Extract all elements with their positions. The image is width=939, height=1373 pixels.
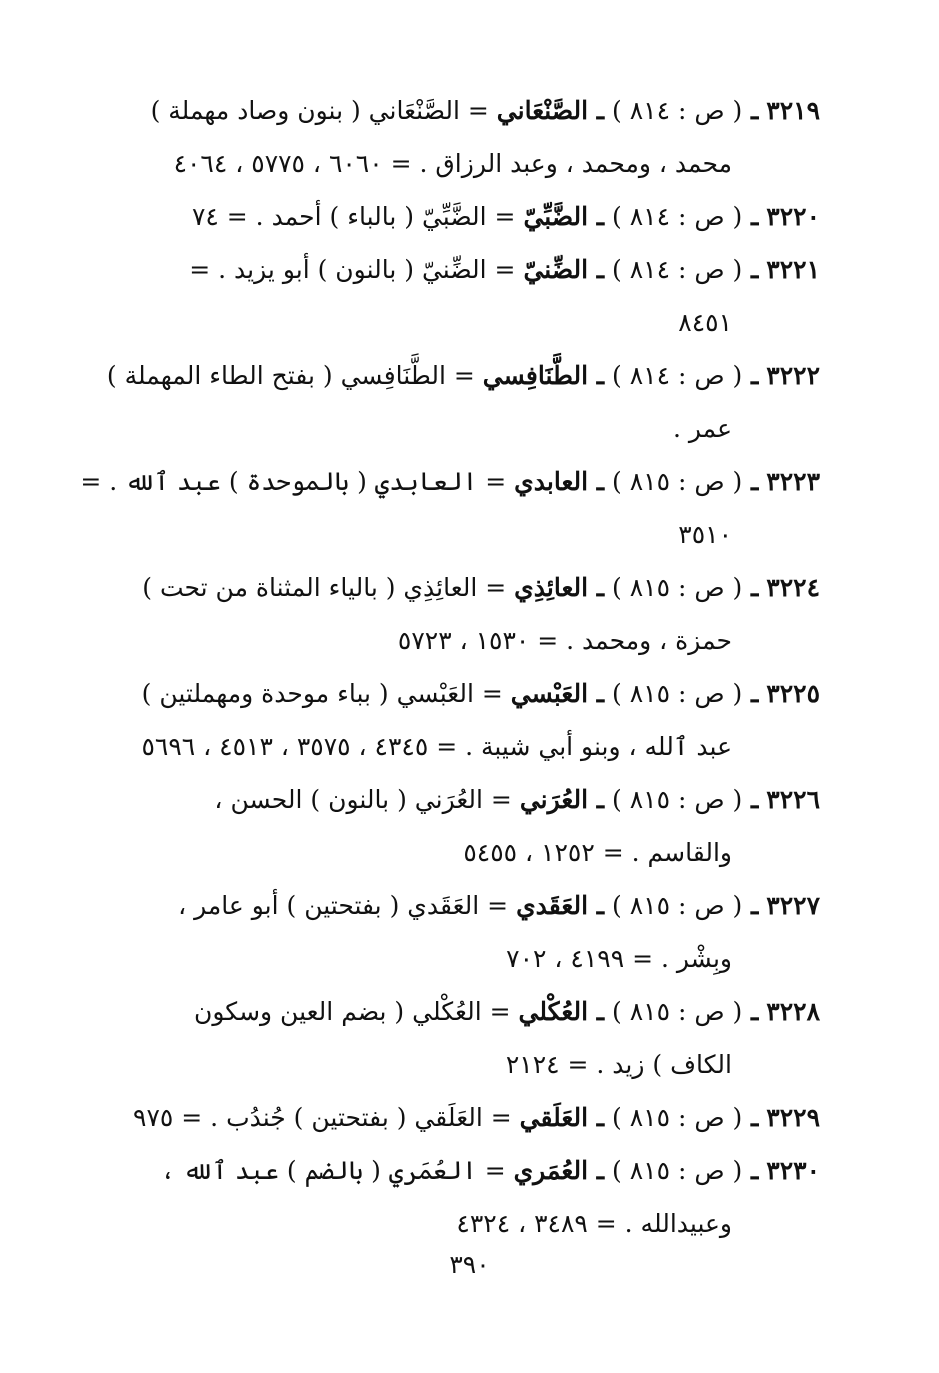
entry-number: ٣٢٢٧: [766, 891, 820, 920]
entry-reference: ( ص : ٨١٤ ): [612, 361, 743, 390]
entry-headword: العَقَدي: [516, 891, 589, 920]
entry-line1-rest: = العَلَقي ( بفتحتين ) جُندُب . = ٩٧٥: [133, 1103, 512, 1132]
entry-line1-rest: = الضَّبِّيّ ( بالباء ) أحمد . = ٧٤: [191, 202, 516, 231]
entry-headword: العُكْلي: [518, 997, 589, 1026]
entry-reference: ( ص : ٨١٥ ): [612, 785, 743, 814]
entry-number: ٣٢١٩: [766, 96, 820, 125]
entry-headword: الضِّنيّ: [523, 255, 589, 284]
entry-headword: العَبْسي: [510, 679, 589, 708]
entries-list: [60, 84, 820, 1250]
entry-number: ٣٢٢٠: [766, 202, 820, 231]
entry-line1-rest: = العَقَدي ( بفتحتين ) أبو عامر ،: [178, 891, 509, 920]
entry-reference: ( ص : ٨١٤ ): [612, 255, 743, 284]
entry-reference: ( ص : ٨١٤ ): [612, 96, 743, 125]
entry-number: ٣٢٢٩: [766, 1103, 820, 1132]
entry-number: ٣٢٢٨: [766, 997, 820, 1026]
entry-reference: ( ص : ٨١٥ ): [612, 1156, 743, 1185]
entry-line1-rest: = الصَّنْعَاني ( بنون وصاد مهملة ): [150, 96, 489, 125]
entry-line1-rest: = العُمَري ( بالضم ) عبد ٱلله ،: [160, 1156, 506, 1185]
entry-line1-rest: = العُكْلي ( بضم العين وسكون: [194, 997, 511, 1026]
entry-number: ٣٢٢٢: [766, 361, 820, 390]
entry-number: ٣٢٢٥: [766, 679, 820, 708]
entry-3226: ٣٢٢٦ ـ ( ص : ٨١٥ ) ـ العُرَني = العُرَني ( بالنون ) الحسن ، والقاسم . = ١٢٥٢ ، ٥٤٥٥: [60, 773, 820, 879]
entry-reference: ( ص : ٨١٤ ): [612, 202, 743, 231]
entry-headword: العائِذِي: [514, 573, 589, 602]
entry-headword: الضَّبِّيّ: [523, 202, 589, 231]
entry-headword: العَلَقي: [519, 1103, 589, 1132]
entry-line1-rest: = العابدي ( بالموحدة ) عبد ٱلله . =: [80, 467, 507, 496]
entry-headword: العُرَني: [519, 785, 589, 814]
entry-continuation: والقاسم . = ١٢٥٢ ، ٥٤٥٥: [463, 838, 732, 867]
entry-3228: ٣٢٢٨ ـ ( ص : ٨١٥ ) ـ العُكْلي = العُكْلي ( بضم العين وسكون الكاف ) زيد . = ٢١٢٤: [60, 985, 820, 1091]
entry-reference: ( ص : ٨١٥ ): [612, 891, 743, 920]
entry-3230: ٣٢٣٠ ـ ( ص : ٨١٥ ) ـ العُمَري = العُمَري ( بالضم ) عبد ٱلله ، وعبيدالله . = ٣٤٨٩ ، ٤٣٢٤: [60, 1144, 820, 1250]
entry-3219: ٣٢١٩ ـ ( ص : ٨١٤ ) ـ الصَّنْعَاني = الصَّنْعَاني ( بنون وصاد مهملة ) محمد ، ومحمد ، وعبد الرزاق . = ٦٠٦٠ ، ٥٧٧٥ ، ٤٠٦٤: [60, 84, 820, 190]
entry-continuation: عبد ٱلله ، وبنو أبي شيبة . = ٤٣٤٥ ، ٣٥٧٥ ، ٤٥١٣ ، ٥٦٩٦: [141, 732, 732, 761]
entry-reference: ( ص : ٨١٥ ): [612, 997, 743, 1026]
entry-continuation: ٨٤٥١: [678, 308, 732, 337]
entry-continuation: عمر .: [672, 414, 732, 443]
entry-3224: ٣٢٢٤ ـ ( ص : ٨١٥ ) ـ العائِذِي = العائِذِي ( بالياء المثناة من تحت ) حمزة ، ومحمد . = ١٥٣٠ ، ٥٧٢٣: [60, 561, 820, 667]
entry-3225: ٣٢٢٥ ـ ( ص : ٨١٥ ) ـ العَبْسي = العَبْسي ( بباء موحدة ومهملتين ) عبد ٱلله ، وبنو أبي شيبة . = ٤٣٤٥ ، ٣٥٧٥ ، ٤٥١٣ ، ٥٦٩٦: [60, 667, 820, 773]
entry-continuation: ٣٥١٠: [678, 520, 732, 549]
entry-line1-rest: = الطَّنَافِسي ( بفتح الطاء المهملة ): [106, 361, 475, 390]
entry-3229: ٣٢٢٩ ـ ( ص : ٨١٥ ) ـ العَلَقي = العَلَقي ( بفتحتين ) جُندُب . = ٩٧٥: [133, 1103, 820, 1132]
entry-number: ٣٢٢٤: [766, 573, 820, 602]
entry-reference: ( ص : ٨١٥ ): [612, 573, 743, 602]
entry-line1-rest: = الضِّنيّ ( بالنون ) أبو يزيد . =: [189, 255, 516, 284]
entry-3222: ٣٢٢٢ ـ ( ص : ٨١٤ ) ـ الطَّنَافِسي = الطَّنَافِسي ( بفتح الطاء المهملة ) عمر .: [60, 349, 820, 455]
entry-continuation: محمد ، ومحمد ، وعبد الرزاق . = ٦٠٦٠ ، ٥٧٧٥ ، ٤٠٦٤: [173, 149, 732, 178]
entry-continuation: وعبيدالله . = ٣٤٨٩ ، ٤٣٢٤: [456, 1209, 732, 1238]
entry-continuation: وبِشْر . = ٤١٩٩ ، ٧٠٢: [506, 944, 732, 973]
entry-continuation: حمزة ، ومحمد . = ١٥٣٠ ، ٥٧٢٣: [397, 626, 732, 655]
entry-line1-rest: = العَبْسي ( بباء موحدة ومهملتين ): [141, 679, 503, 708]
entry-3220: ٣٢٢٠ ـ ( ص : ٨١٤ ) ـ الضَّبِّيّ = الضَّبِّيّ ( بالباء ) أحمد . = ٧٤: [191, 202, 820, 231]
page-number: ٣٩٠: [449, 1250, 490, 1279]
entry-line1-rest: = العائِذِي ( بالياء المثناة من تحت ): [142, 573, 507, 602]
entry-headword: العُمَري: [513, 1156, 589, 1185]
entry-reference: ( ص : ٨١٥ ): [612, 1103, 743, 1132]
entry-number: ٣٢٢٦: [766, 785, 820, 814]
entry-line1-rest: = العُرَني ( بالنون ) الحسن ،: [214, 785, 512, 814]
entry-headword: الصَّنْعَاني: [496, 96, 589, 125]
entry-3227: ٣٢٢٧ ـ ( ص : ٨١٥ ) ـ العَقَدي = العَقَدي ( بفتحتين ) أبو عامر ، وبِشْر . = ٤١٩٩ ، ٧٠٢: [60, 879, 820, 985]
entry-number: ٣٢٣٠: [766, 1156, 820, 1185]
entry-continuation: الكاف ) زيد . = ٢١٢٤: [505, 1050, 732, 1079]
entry-reference: ( ص : ٨١٥ ): [612, 679, 743, 708]
entry-3221: ٣٢٢١ ـ ( ص : ٨١٤ ) ـ الضِّنيّ = الضِّنيّ ( بالنون ) أبو يزيد . = ٨٤٥١: [60, 243, 820, 349]
entry-headword: العابدي: [514, 467, 589, 496]
entry-headword: الطَّنَافِسي: [482, 361, 589, 390]
entry-number: ٣٢٢٣: [766, 467, 820, 496]
entry-reference: ( ص : ٨١٥ ): [612, 467, 743, 496]
entry-3223: ٣٢٢٣ ـ ( ص : ٨١٥ ) ـ العابدي = العابدي ( بالموحدة ) عبد ٱلله . = ٣٥١٠: [60, 455, 820, 561]
entry-number: ٣٢٢١: [766, 255, 820, 284]
